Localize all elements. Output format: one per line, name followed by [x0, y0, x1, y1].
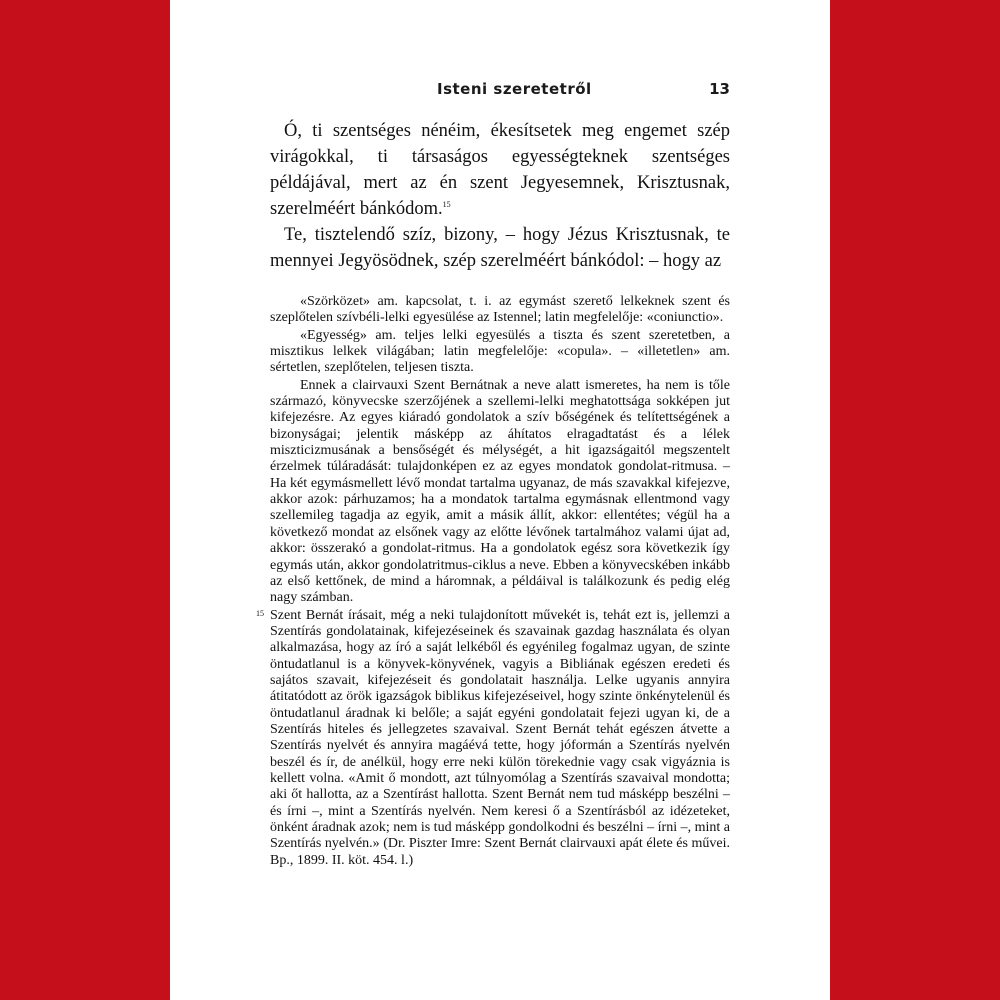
- book-page: [170, 0, 830, 1000]
- footnote-marker: 15: [256, 608, 264, 618]
- footnote-text: Szent Bernát írásait, még a neki tulajdonított művekét is, tehát ezt is, jellemzi a Szentírás gondolatainak, kifejezéseinek és szavainak gazdag használata és olyan alkalmazása, hogy az író a saját lelkéből és egyénileg fogalmaz ugyan, de szinte öntudatlanul is a könyvek-könyvének, vagyis a Bibliának egészen eredeti és sajátos szavait, kifejezéseit és gondolatait használja. Lelke ugyanis annyira átitatódott az örök igazságok biblikus kifejezéseivel, hogy szinte önkénytelenül és öntudatlanul áradnak ki belőle; a saját egyéni gondolatait fejezi ugyan ki, de a Szentírás hiteles és jellegzetes szavaival. Szent Bernát tehát egészen átvette a Szentírás nyelvét és annyira magáévá tette, hogy jóformán a Szentírás nyelvén beszél és ír, de anélkül, hogy erre neki külön törekednie vagy csak vigyáznia is kellett volna. «Amit ő mondott, azt túlnyomólag a Szentírás szavaival mondotta; aki őt hallotta, az a Szentírást hallotta. Szent Bernát nem tud másképp beszélni – és írni –, mint a Szentírás nyelvén. Nem keresi ő a Szentírásból az idézeteket, önként áradnak azok; nem is tud másképp gondolkodni és beszélni – írni –, mint a Szentírás nyelvén.» (Dr. Piszter Imre: Szent Bernát clairvauxi apát élete és művei. Bp., 1899. II. köt. 454. l.): [270, 607, 730, 868]
- footnote: «Egyesség» am. teljes lelki egyesülés a tiszta és szent szeretetben, a misztikus lelkek világában; latin megfelelője: «copula». – «illetetlen» am. sértetlen, szeplőtelen, teljesen tiszta.: [270, 327, 730, 376]
- running-title: Isteni szeretetről: [437, 80, 592, 98]
- page-number: 13: [709, 80, 730, 98]
- page-header: [270, 80, 730, 104]
- footnote-reference: 15: [442, 199, 451, 209]
- footnote: «Szörközet» am. kapcsolat, t. i. az egymást szerető lelkeknek szent és szeplőtelen szívbéli-lelki egyesülése az Istennel; latin megfelelője: «coniunctio».: [270, 294, 730, 326]
- footnote-15: [256, 607, 730, 870]
- main-text: [270, 118, 730, 274]
- body-paragraph: Te, tisztelendő szíz, bizony, – hogy Jézus Krisztusnak, te mennyei Jegyösödnek, szép szerelméért bánkódol: – hogy az: [270, 225, 730, 271]
- body-paragraph-text: Ó, ti szentséges nénéim, ékesítsetek meg engemet szép virágokkal, ti társaságos egyességteknek szentséges példájával, mert az én szent Jegyesemnek, Krisztusnak, szerelméért bánkódom.: [270, 121, 730, 219]
- body-paragraph: [270, 118, 730, 222]
- footnote: Ennek a clairvauxi Szent Bernátnak a neve alatt ismeretes, ha nem is tőle származó, könyvecske szerzőjének a szellemi-lelki meghatottsága sokképen jut kifejezésre. Az egyes kiáradó gondolatok a szív bőségének és telítettségének a bizonyságai; jelentik másképp az áhítatos elragadtatást és a lélek miszticizmusának a bensőségét és mélységét, a hit igazságaitól megszentelt érzelmek túláradását: tulajdonképen ez az egyes mondatok gondolat-ritmusa. – Ha két egymásmellett lévő mondat tartalma ugyanaz, de más szavakkal kifejezve, akkor azok: párhuzamos; ha a mondatok tartalma egymásnak ellentmond vagy szellemileg tagadja az egyik, amit a másik állít, akkor: ellentétes; végül ha a következő mondat az elsőnek vagy az előtte lévőnek tartalmához valami újat ad, akkor: összerakó a gondolat-ritmus. Ha a gondolatok egész sora következik így egymás után, akkor gondolatritmus-ciklus a neve. Ebben a könyvecskében inkább az első kettőnek, de mind a háromnak, a példáival is találkozunk és pedig elég nagy számban.: [270, 377, 730, 606]
- footnotes: [256, 294, 730, 870]
